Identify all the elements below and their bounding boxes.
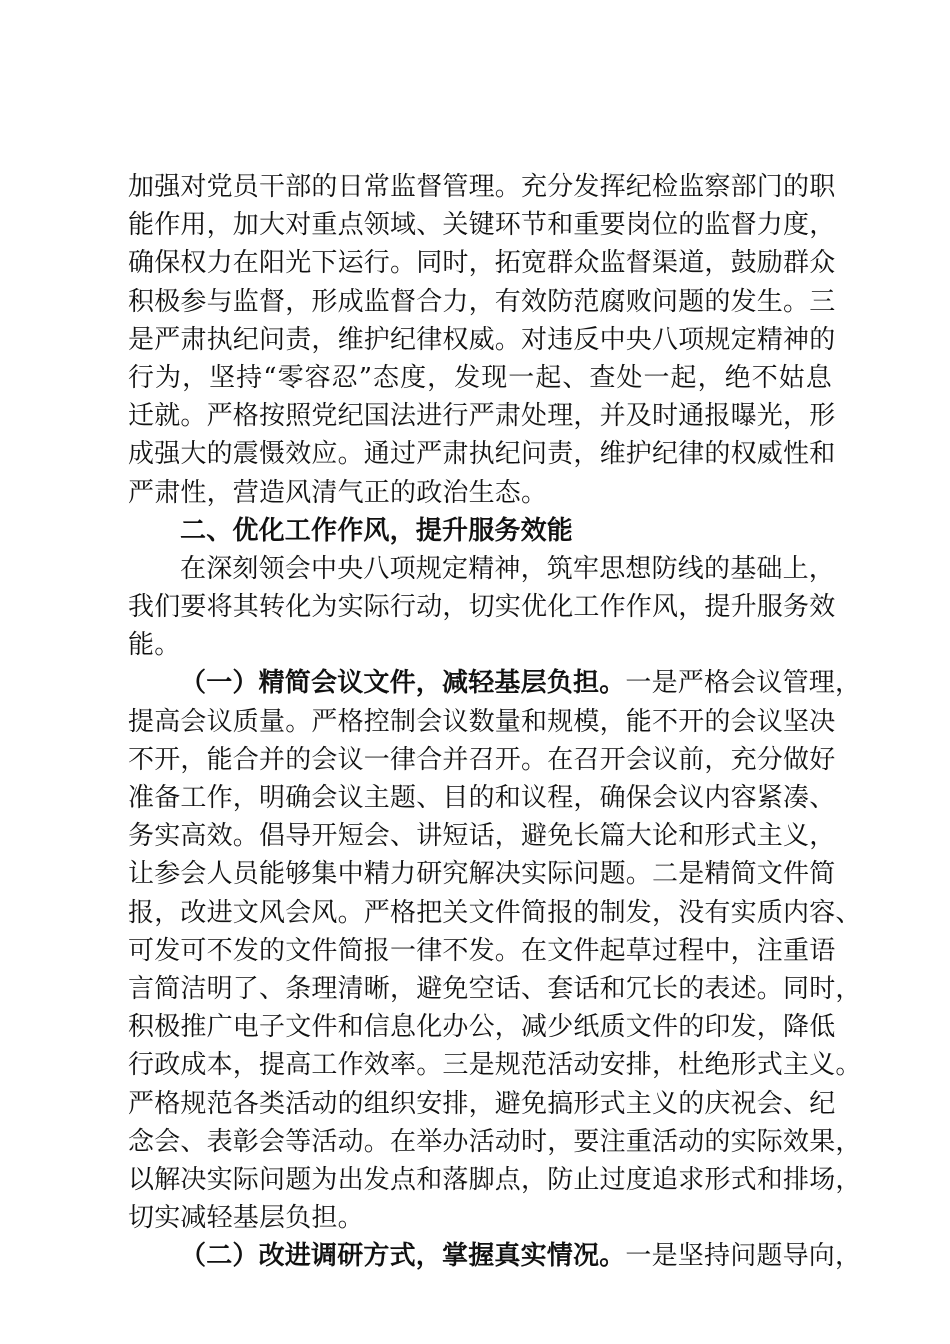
text-line: 准备工作，明确会议主题、目的和议程，确保会议内容紧凑、 — [128, 783, 836, 813]
text-line: 行政成本，提高工作效率。三是规范活动安排，杜绝形式主义。 — [128, 1050, 862, 1081]
text-line: 言简洁明了、条理清晰，避免空话、套话和冗长的表述。同时， — [128, 973, 862, 1004]
text-line: 积极参与监督，形成监督合力，有效防范腐败问题的发生。三 — [128, 286, 836, 317]
paragraph-research — [128, 1237, 862, 1275]
text-line: 能作用，加大对重点领域、关键环节和重要岗位的监督力度， — [128, 210, 836, 241]
text-line: 在深刻领会中央八项规定精神，筑牢思想防线的基础上， — [180, 553, 836, 584]
text-line: 积极推广电子文件和信息化办公，减少纸质文件的印发，降低 — [128, 1012, 836, 1043]
paragraph-intro — [128, 550, 836, 665]
document-page — [128, 168, 862, 1275]
text-line: 提高会议质量。严格控制会议数量和规模，能不开的会议坚决 — [128, 706, 836, 737]
text-span: 一是严格会议管理， — [625, 668, 862, 699]
paragraph-meetings — [128, 664, 862, 1237]
text-line: 务实高效。倡导开短会、讲短话，避免长篇大论和形式主义， — [128, 821, 836, 852]
section-heading: 二、优化工作作风，提升服务效能 — [180, 515, 574, 546]
text-line: 严格规范各类活动的组织安排，避免搞形式主义的庆祝会、纪 — [128, 1088, 836, 1119]
text-line: 让参会人员能够集中精力研究解决实际问题。二是精简文件简 — [128, 859, 836, 890]
text-line — [128, 664, 862, 702]
text-line: 念会、表彰会等活动。在举办活动时，要注重活动的实际效果， — [128, 1126, 862, 1157]
text-line: 不开，能合并的会议一律合并召开。在召开会议前，充分做好 — [128, 744, 836, 775]
text-line: 严肃性，营造风清气正的政治生态。 — [128, 477, 548, 508]
text-line: 以解决实际问题为出发点和落脚点，防止过度追求形式和排场， — [128, 1164, 862, 1195]
text-line — [128, 1237, 862, 1275]
paragraph-supervision — [128, 168, 836, 512]
text-line: 迁就。严格按照党纪国法进行严肃处理，并及时通报曝光，形 — [128, 401, 836, 432]
text-line: 切实减轻基层负担。 — [128, 1203, 364, 1234]
text-line: 确保权力在阳光下运行。同时，拓宽群众监督渠道，鼓励群众 — [128, 248, 836, 279]
text-line: 加强对党员干部的日常监督管理。充分发挥纪检监察部门的职 — [128, 172, 836, 202]
text-line: 我们要将其转化为实际行动，切实优化工作作风，提升服务效 — [128, 592, 836, 623]
subsection-heading: （二）改进调研方式，掌握真实情况。 — [180, 1241, 626, 1272]
text-line: 能。 — [128, 630, 181, 661]
text-line: 是严肃执纪问责，维护纪律权威。对违反中央八项规定精神的 — [128, 324, 836, 355]
subsection-heading: （一）精简会议文件，减轻基层负担。 — [180, 668, 626, 699]
text-line: 可发可不发的文件简报一律不发。在文件起草过程中，注重语 — [128, 935, 836, 966]
text-span: 一是坚持问题导向， — [625, 1241, 862, 1272]
text-line: 成强大的震慑效应。通过严肃执纪问责，维护纪律的权威性和 — [128, 439, 836, 470]
text-line: 报，改进文风会风。严格把关文件简报的制发，没有实质内容、 — [128, 897, 862, 928]
text-line: 行为，坚持“零容忍”态度，发现一起、查处一起，绝不姑息 — [128, 362, 832, 393]
